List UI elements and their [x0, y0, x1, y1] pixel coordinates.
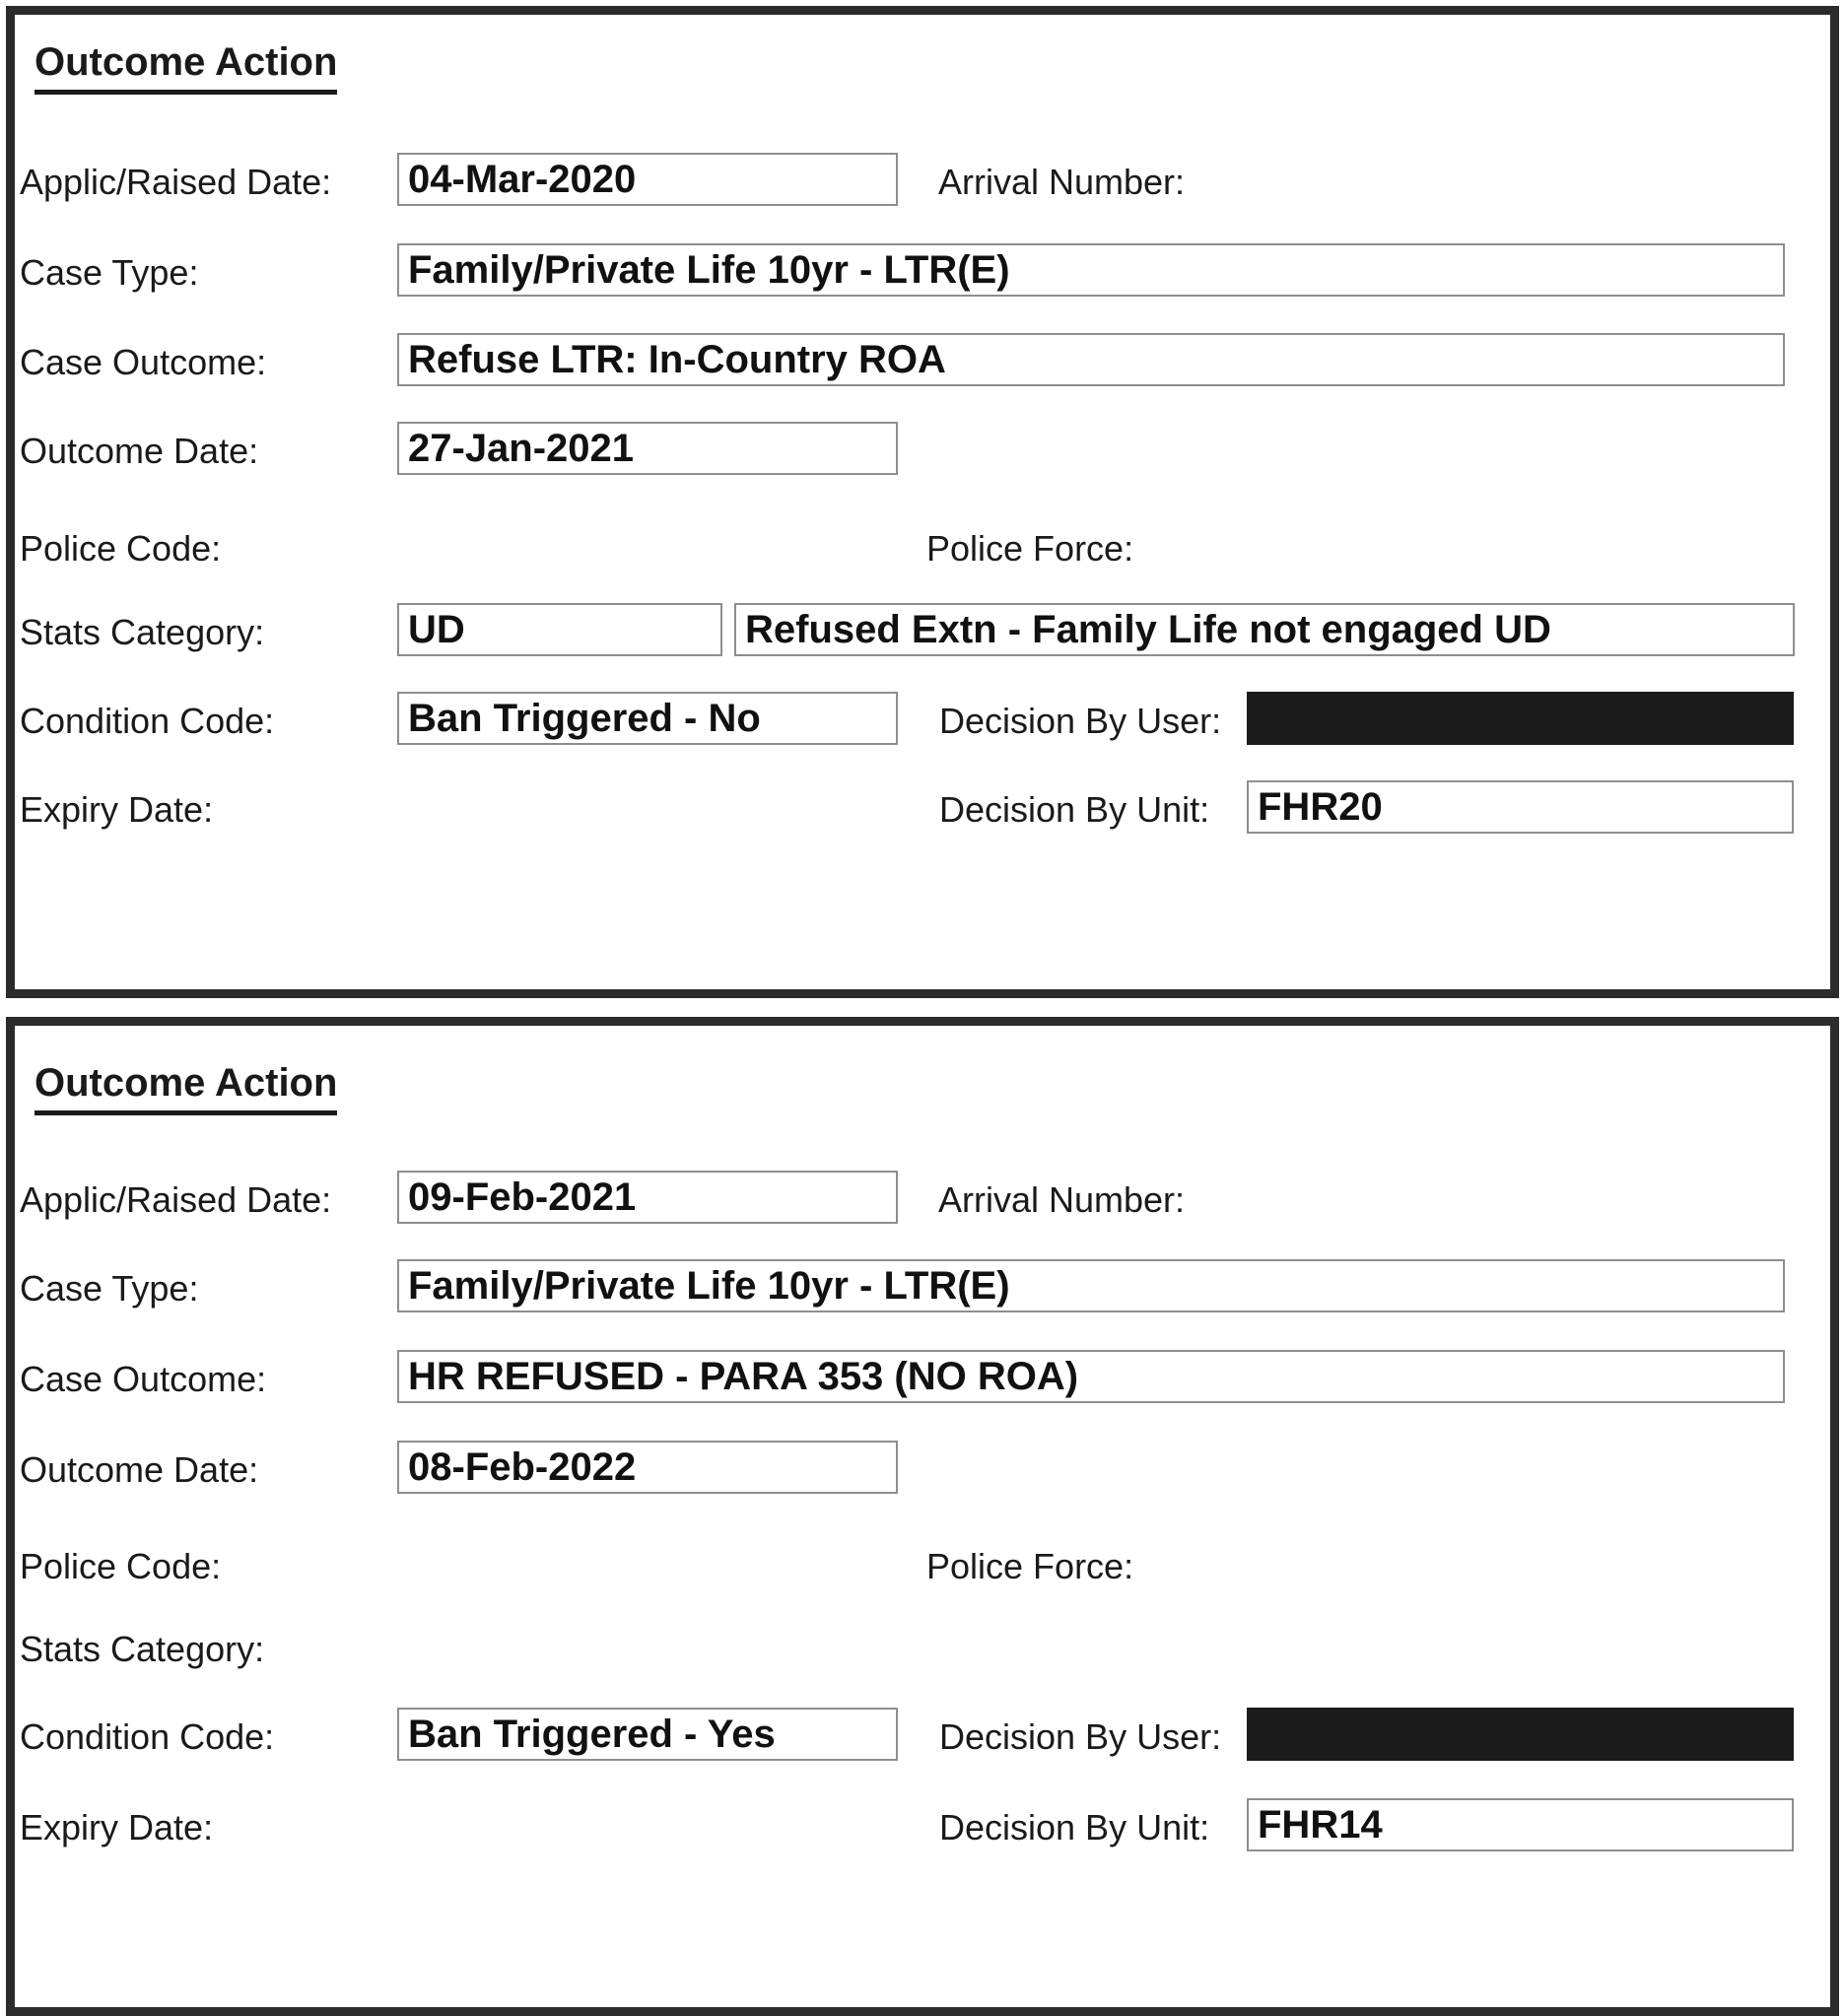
police-code-label: Police Code:: [20, 528, 222, 569]
decision-by-unit-label: Decision By Unit:: [939, 1807, 1210, 1848]
applic-raised-date-label: Applic/Raised Date:: [20, 162, 332, 202]
stats-category-label: Stats Category:: [20, 1629, 265, 1669]
outcome-action-panel-2: [6, 1017, 1839, 2016]
condition-code-label: Condition Code:: [20, 1716, 275, 1757]
case-outcome-field[interactable]: HR REFUSED - PARA 353 (NO ROA): [397, 1350, 1785, 1403]
arrival-number-label: Arrival Number:: [938, 162, 1186, 202]
applic-raised-date-label: Applic/Raised Date:: [20, 1179, 332, 1220]
police-code-label: Police Code:: [20, 1546, 222, 1586]
case-outcome-field[interactable]: Refuse LTR: In-Country ROA: [397, 333, 1785, 386]
outcome-date-field[interactable]: 27-Jan-2021: [397, 422, 898, 475]
panel-title: Outcome Action: [34, 1061, 337, 1115]
stats-category-label: Stats Category:: [20, 612, 265, 652]
condition-code-label: Condition Code:: [20, 701, 275, 741]
outcome-date-label: Outcome Date:: [20, 1449, 259, 1490]
case-type-label: Case Type:: [20, 1268, 199, 1309]
decision-by-unit-field[interactable]: FHR20: [1247, 780, 1794, 834]
case-type-label: Case Type:: [20, 252, 199, 293]
stats-category-description-field[interactable]: Refused Extn - Family Life not engaged UD: [734, 603, 1795, 656]
decision-by-user-field-redacted[interactable]: [1247, 692, 1794, 745]
case-type-field[interactable]: Family/Private Life 10yr - LTR(E): [397, 243, 1785, 297]
decision-by-unit-field[interactable]: FHR14: [1247, 1798, 1794, 1851]
condition-code-field[interactable]: Ban Triggered - No: [397, 692, 898, 745]
panel-title: Outcome Action: [34, 40, 337, 95]
case-outcome-label: Case Outcome:: [20, 342, 267, 382]
police-force-label: Police Force:: [926, 528, 1134, 569]
outcome-action-panel-1: [6, 6, 1839, 998]
condition-code-field[interactable]: Ban Triggered - Yes: [397, 1708, 898, 1761]
decision-by-user-label: Decision By User:: [939, 1716, 1222, 1757]
stats-category-code-field[interactable]: UD: [397, 603, 722, 656]
decision-by-unit-label: Decision By Unit:: [939, 789, 1210, 830]
outcome-date-field[interactable]: 08-Feb-2022: [397, 1441, 898, 1494]
case-outcome-label: Case Outcome:: [20, 1359, 267, 1399]
arrival-number-label: Arrival Number:: [938, 1179, 1186, 1220]
decision-by-user-label: Decision By User:: [939, 701, 1222, 741]
decision-by-user-field-redacted[interactable]: [1247, 1708, 1794, 1761]
outcome-date-label: Outcome Date:: [20, 431, 259, 471]
applic-raised-date-field[interactable]: 04-Mar-2020: [397, 153, 898, 206]
case-type-field[interactable]: Family/Private Life 10yr - LTR(E): [397, 1259, 1785, 1312]
applic-raised-date-field[interactable]: 09-Feb-2021: [397, 1171, 898, 1224]
expiry-date-label: Expiry Date:: [20, 1807, 214, 1848]
expiry-date-label: Expiry Date:: [20, 789, 214, 830]
police-force-label: Police Force:: [926, 1546, 1134, 1586]
